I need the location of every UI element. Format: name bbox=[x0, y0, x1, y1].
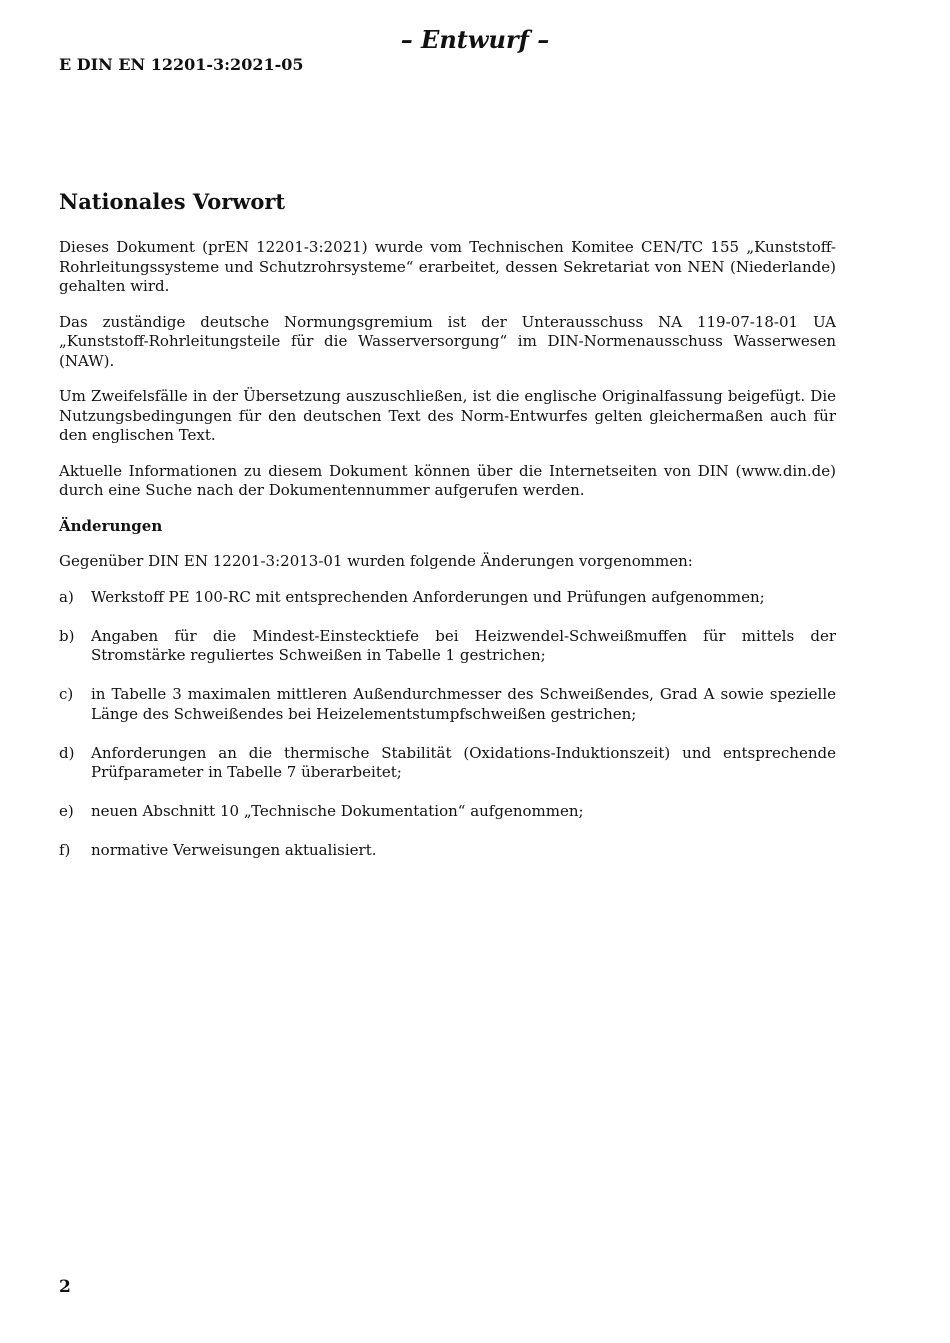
changes-heading: Änderungen bbox=[59, 516, 163, 535]
list-item bbox=[59, 588, 836, 608]
page-content bbox=[59, 188, 836, 880]
list-marker: f) bbox=[59, 841, 71, 859]
section-title: Nationales Vorwort bbox=[59, 189, 286, 214]
list-item-text: Angaben für die Mindest-Einstecktiefe bei Heizwendel-Schweißmuffen für mittels der Stromstärke reguliertes Schweißen in Tabelle 1 gestrichen; bbox=[91, 626, 836, 664]
list-item-text: neuen Abschnitt 10 „Technische Dokumentation“ aufgenommen; bbox=[91, 802, 584, 820]
list-item bbox=[59, 744, 836, 783]
changes-list bbox=[59, 588, 836, 861]
paragraph: Das zuständige deutsche Normungsgremium ist der Unterausschuss NA 119-07-18-01 UA „Kunststoff-Rohrleitungsteile für die Wasserversorgung“ im DIN-Normenausschuss Wasserwesen (NAW). bbox=[59, 312, 836, 370]
list-item-text: normative Verweisungen aktualisiert. bbox=[91, 841, 377, 859]
list-marker: d) bbox=[59, 743, 75, 762]
draft-banner: – Entwurf – bbox=[400, 25, 550, 54]
list-marker: e) bbox=[59, 802, 74, 820]
list-item-text: Werkstoff PE 100-RC mit entsprechenden Anforderungen und Prüfungen aufgenommen; bbox=[91, 587, 765, 606]
document-id: E DIN EN 12201-3:2021-05 bbox=[59, 55, 304, 74]
list-item bbox=[59, 802, 836, 822]
paragraph: Aktuelle Informationen zu diesem Dokument können über die Internetseiten von DIN (www.din.de) durch eine Suche nach der Dokumentennummer aufgerufen werden. bbox=[59, 461, 836, 499]
page-number: 2 bbox=[59, 1277, 71, 1297]
list-item bbox=[59, 685, 836, 724]
paragraph: Um Zweifelsfälle in der Übersetzung auszuschließen, ist die englische Originalfassung beigefügt. Die Nutzungsbedingungen für den deutschen Text des Norm-Entwurfes gelten gleichermaßen auch für den englischen Text. bbox=[59, 387, 836, 444]
list-item-text: in Tabelle 3 maximalen mittleren Außendurchmesser des Schweißendes, Grad A sowie spezielle Länge des Schweißendes bei Heizelementstumpfschweißen gestrichen; bbox=[91, 685, 836, 723]
list-marker: b) bbox=[59, 626, 75, 645]
list-item bbox=[59, 627, 836, 666]
list-marker: c) bbox=[59, 685, 74, 703]
paragraph: Dieses Dokument (prEN 12201-3:2021) wurde vom Technischen Komitee CEN/TC 155 „Kunststoff-Rohrleitungssysteme und Schutzrohrsysteme“ erarbeitet, dessen Sekretariat von NEN (Niederlande) gehalten wird. bbox=[59, 238, 836, 295]
list-marker: a) bbox=[59, 587, 74, 606]
list-item-text: Anforderungen an die thermische Stabilität (Oxidations-Induktionszeit) und entsprechende Prüfparameter in Tabelle 7 überarbeitet; bbox=[91, 743, 836, 781]
list-item bbox=[59, 841, 836, 861]
changes-intro: Gegenüber DIN EN 12201-3:2013-01 wurden folgende Änderungen vorgenommen: bbox=[59, 552, 693, 570]
